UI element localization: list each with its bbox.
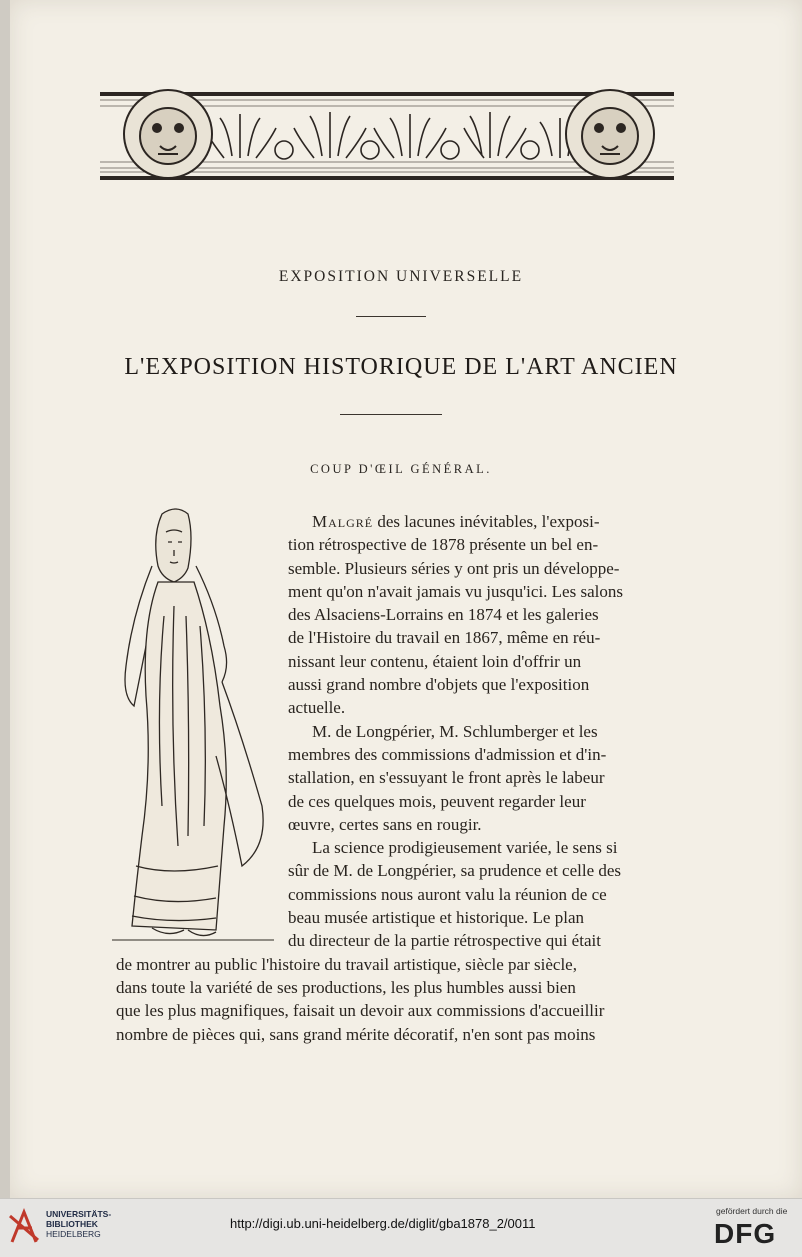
paragraph-3-continued [116, 953, 656, 1046]
text-line: nombre de pièces qui, sans grand mérite décoratif, n'en sont pas moins [116, 1024, 596, 1044]
article-subtitle: COUP D'ŒIL GÉNÉRAL. [310, 462, 492, 476]
university-library-logo-icon[interactable] [8, 1206, 42, 1246]
text-line: œuvre, certes sans en rougir. [288, 814, 482, 834]
text-line: de ces quelques mois, peuvent regarder leur [288, 791, 586, 811]
text-line: de l'Histoire du travail en 1867, même en réu- [288, 628, 601, 648]
document-url-link[interactable]: http://digi.ub.uni-heidelberg.de/diglit/gba1878_2/0011 [230, 1216, 536, 1231]
rule-bottom [340, 414, 442, 415]
text-line: commissions nous auront valu la réunion de ce [288, 884, 607, 904]
lion-head-right-icon [566, 90, 654, 178]
text-line: La science prodigieusement variée, le sens si [312, 838, 618, 858]
text-line: nissant leur contenu, étaient loin d'offrir un [288, 651, 582, 671]
text-line: semble. Plusieurs séries y ont pris un développe- [288, 558, 620, 578]
text-line: M. de Longpérier, M. Schlumberger et les [312, 721, 598, 741]
text-line: du directeur de la partie rétrospective qui était [288, 931, 601, 951]
lion-head-left-icon [124, 90, 212, 178]
text-line: beau musée artistique et historique. Le plan [288, 908, 584, 928]
drop-lead-word: Malgré [312, 512, 374, 531]
rule-top [356, 316, 426, 317]
text-line: actuelle. [288, 698, 346, 718]
text-line: membres des commissions d'admission et d'in- [288, 744, 607, 764]
text-line: dans toute la variété de ses productions, les plus humbles aussi bien [116, 977, 576, 997]
text-line: sûr de M. de Longpérier, sa prudence et celle des [288, 861, 622, 881]
text-line: de montrer au public l'histoire du travail artistique, siècle par siècle, [116, 954, 577, 974]
text-line: ment qu'on n'avait jamais vu jusqu'ici. Les salons [288, 581, 623, 601]
text-line: des Alsaciens-Lorrains en 1874 et les galeries [288, 605, 599, 625]
paragraph-3 [288, 836, 656, 952]
draped-figure-illustration [112, 506, 274, 944]
text-line: que les plus magnifiques, faisait un devoir aux commissions d'accueillir [116, 1001, 605, 1021]
paragraph-1 [288, 510, 656, 720]
library-name[interactable]: UNIVERSITÄTS- BIBLIOTHEK HEIDELBERG [46, 1209, 112, 1239]
section-kicker: EXPOSITION UNIVERSELLE [278, 268, 524, 285]
ornament-header-frieze [100, 84, 674, 186]
dfg-logo[interactable]: DFG [714, 1218, 777, 1249]
article-title: L'EXPOSITION HISTORIQUE DE L'ART ANCIEN [124, 354, 678, 380]
sponsor-label: gefördert durch die [716, 1206, 788, 1216]
text-line: aussi grand nombre d'objets que l'exposition [288, 675, 590, 695]
text-line: Malgré des lacunes inévitables, l'exposi- [312, 512, 600, 531]
text-line: tion rétrospective de 1878 présente un bel en- [288, 535, 599, 555]
text-line: stallation, en s'essuyant le front après le labeur [288, 768, 605, 788]
paragraph-2 [288, 720, 656, 836]
